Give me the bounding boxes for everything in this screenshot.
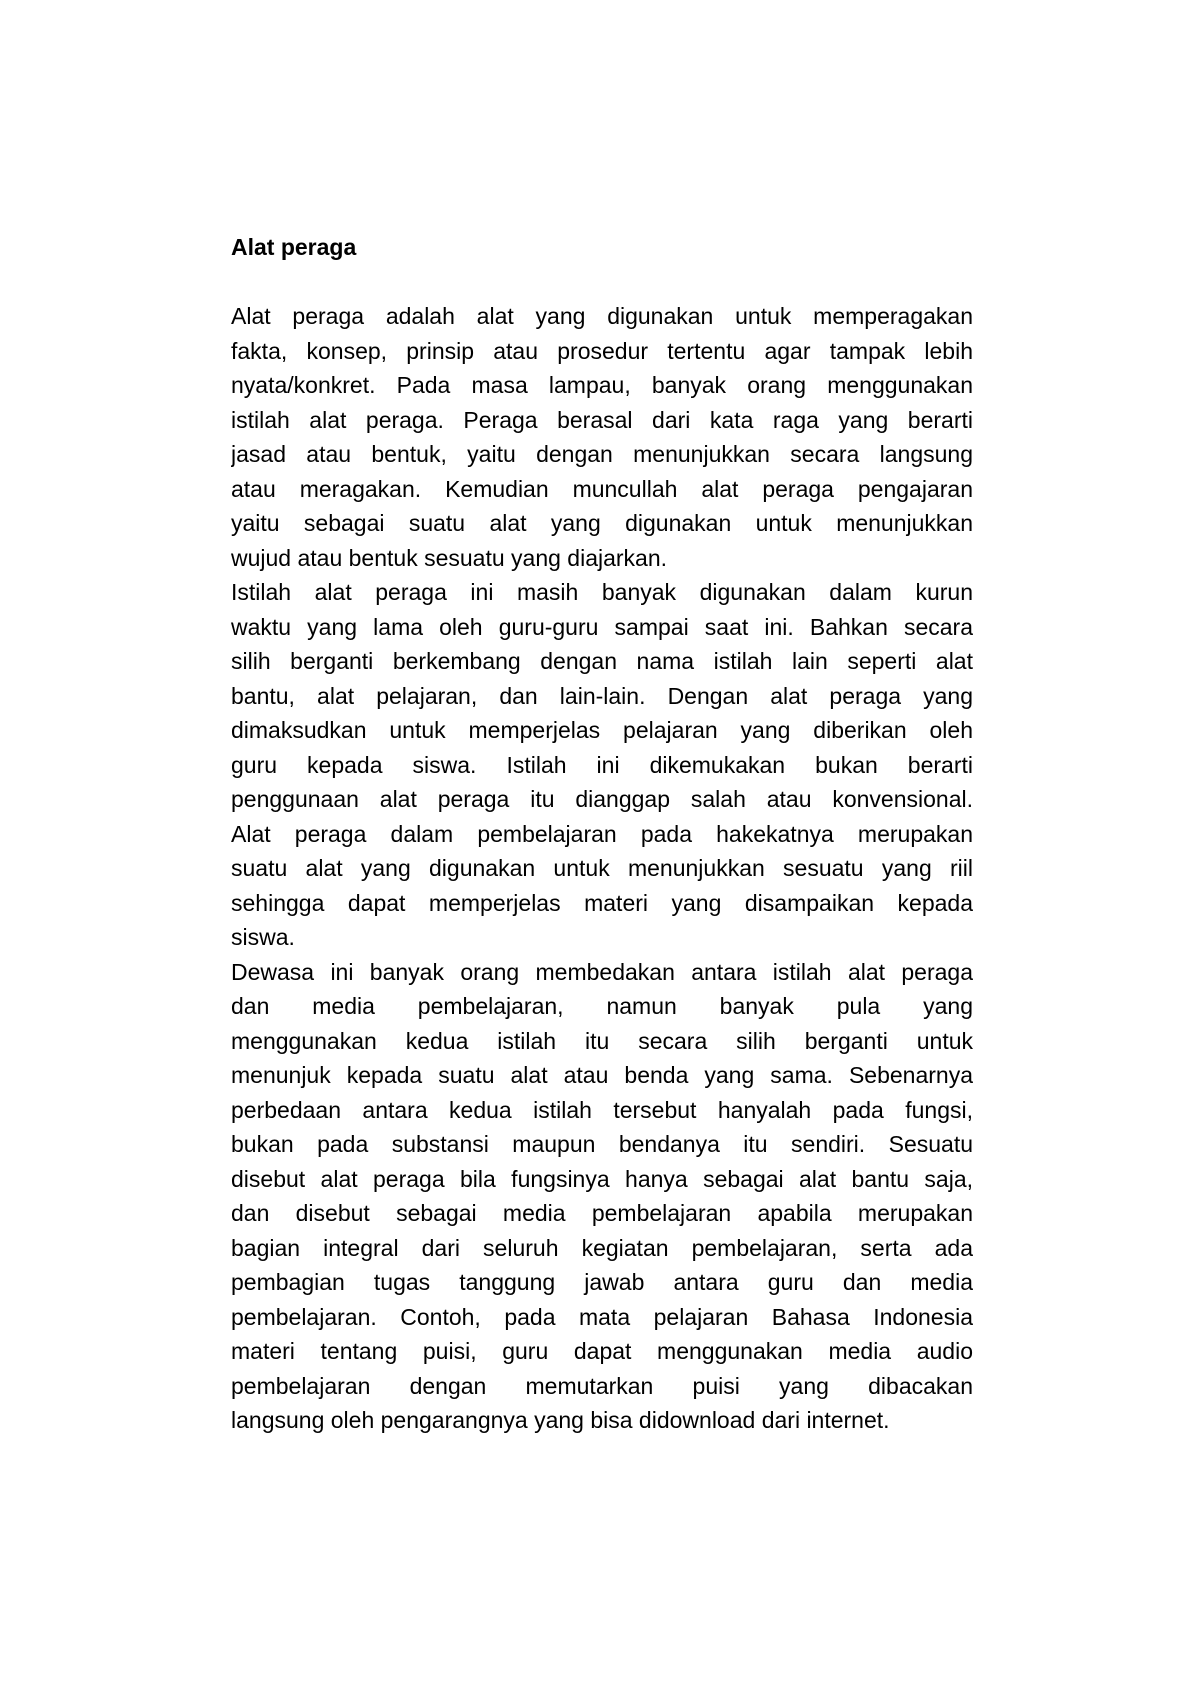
text-line: fakta, konsep, prinsip atau prosedur tertentu agar tampak lebih (231, 337, 973, 364)
text-line: penggunaan alat peraga itu dianggap salah atau konvensional. (231, 786, 973, 812)
text-line: Istilah alat peraga ini masih banyak digunakan dalam kurun (231, 579, 973, 605)
document-content (231, 230, 973, 1438)
text-line: Alat peraga adalah alat yang digunakan untuk memperagakan (231, 303, 973, 329)
text-line: wujud atau bentuk sesuatu yang diajarkan. (231, 544, 668, 571)
text-line: materi tentang puisi, guru dapat menggunakan media audio (231, 1338, 973, 1364)
text-line: pembagian tugas tanggung jawab antara guru dan media (231, 1269, 973, 1295)
text-line: yaitu sebagai suatu alat yang digunakan untuk menunjukkan (231, 510, 973, 536)
text-line: istilah alat peraga. Peraga berasal dari kata raga yang berarti (231, 406, 973, 433)
text-line: waktu yang lama oleh guru-guru sampai saat ini. Bahkan secara (231, 613, 973, 640)
text-line: siswa. (231, 924, 295, 950)
text-line: bantu, alat pelajaran, dan lain-lain. Dengan alat peraga yang (231, 682, 973, 709)
text-line: dan media pembelajaran, namun banyak pula yang (231, 993, 973, 1019)
text-line: nyata/konkret. Pada masa lampau, banyak orang menggunakan (231, 372, 973, 398)
document-body (231, 299, 973, 1438)
text-line: menggunakan kedua istilah itu secara silih berganti untuk (231, 1027, 973, 1054)
document-title: Alat peraga (231, 234, 357, 260)
text-line: menunjuk kepada suatu alat atau benda yang sama. Sebenarnya (231, 1062, 973, 1088)
text-line: bagian integral dari seluruh kegiatan pembelajaran, serta ada (231, 1234, 973, 1261)
text-line: guru kepada siswa. Istilah ini dikemukakan bukan berarti (231, 751, 973, 778)
text-line: silih berganti berkembang dengan nama istilah lain seperti alat (231, 648, 973, 674)
text-line: langsung oleh pengarangnya yang bisa didownload dari internet. (231, 1407, 890, 1433)
text-line: sehingga dapat memperjelas materi yang disampaikan kepada (231, 889, 973, 916)
text-line: atau meragakan. Kemudian muncullah alat peraga pengajaran (231, 475, 973, 502)
text-line: Dewasa ini banyak orang membedakan antara istilah alat peraga (231, 958, 973, 985)
title-spacer (231, 265, 973, 300)
text-line: jasad atau bentuk, yaitu dengan menunjukkan secara langsung (231, 441, 973, 467)
text-line: suatu alat yang digunakan untuk menunjukkan sesuatu yang riil (231, 855, 973, 881)
text-line: bukan pada substansi maupun bendanya itu sendiri. Sesuatu (231, 1131, 973, 1157)
text-line: disebut alat peraga bila fungsinya hanya sebagai alat bantu saja, (231, 1165, 973, 1192)
text-line: pembelajaran dengan memutarkan puisi yang dibacakan (231, 1372, 973, 1399)
text-line: dimaksudkan untuk memperjelas pelajaran yang diberikan oleh (231, 717, 973, 743)
text-line: Alat peraga dalam pembelajaran pada hakekatnya merupakan (231, 820, 973, 847)
text-line: dan disebut sebagai media pembelajaran apabila merupakan (231, 1200, 973, 1226)
text-line: perbedaan antara kedua istilah tersebut hanyalah pada fungsi, (231, 1096, 973, 1123)
text-line: pembelajaran. Contoh, pada mata pelajaran Bahasa Indonesia (231, 1303, 973, 1330)
